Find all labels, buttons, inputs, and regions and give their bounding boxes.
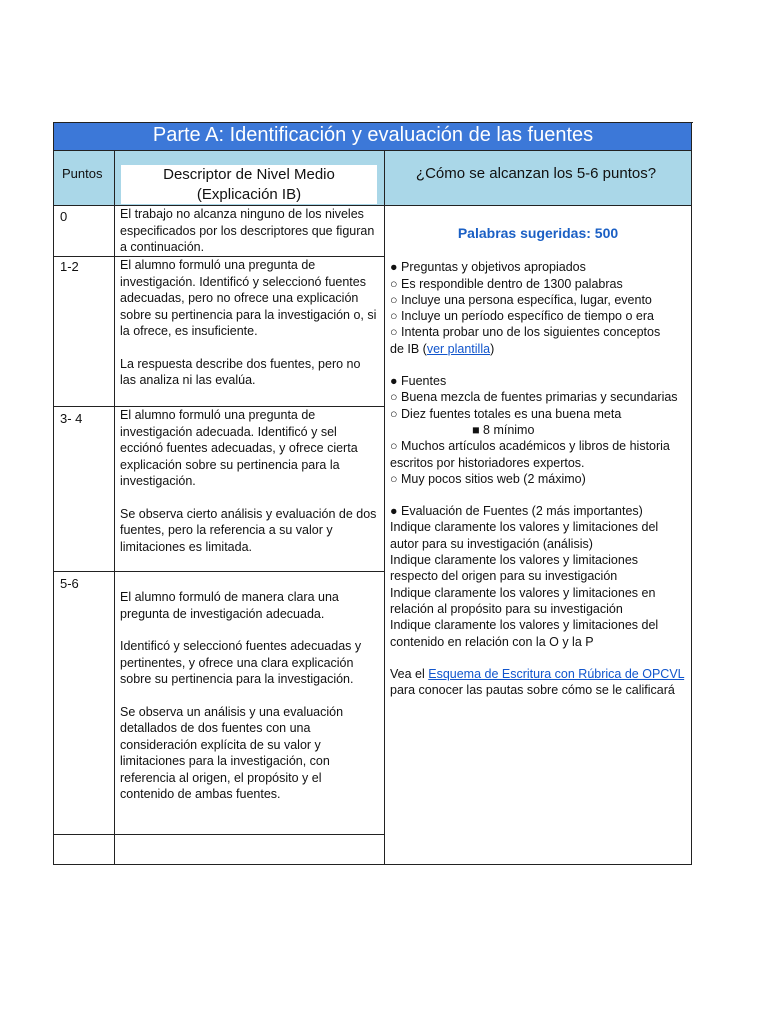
bullet-item: ○ Diez fuentes totales es una buena meta [390,406,622,421]
bullet-item [390,341,686,357]
row-line-4 [53,834,385,835]
column-line-2 [384,150,385,865]
column-line-1 [114,150,115,865]
rubric-note-text: para conocer las pautas sobre cómo se le calificará [390,683,675,698]
bullet-text: de IB ( [390,341,427,356]
row-line-3 [53,571,385,572]
bullet-item: ○ Intenta probar uno de los siguientes conceptos [390,325,661,340]
row-descriptor [120,589,378,819]
bullet-item: ● Fuentes [390,374,447,389]
rubric-note [390,666,686,699]
table-border-bottom [53,864,692,865]
descriptor-paragraph: Identificó y seleccionó fuentes adecuadas y pertinentes, y ofrece una clara explicación sobre su pertinencia para la investigación. [120,639,362,686]
descriptor-paragraph: El alumno formuló una pregunta de investigación. Identificó y seleccionó fuentes adecuadas, pero no ofrece una explicación sobre su pertinencia para la investigación o, si la ofrece, es insuficiente. [120,258,377,338]
descriptor-paragraph: El trabajo no alcanza ninguno de los niveles especificados por los descriptores que figuran a continuación. [120,207,375,254]
template-link[interactable]: ver plantilla [426,341,491,356]
bullet-item: ● Evaluación de Fuentes (2 más importantes) [390,504,643,519]
header-puntos: Puntos [62,166,103,181]
table-border-right [691,122,692,865]
bullet-item: ○ Muy pocos sitios web (2 máximo) [390,471,586,486]
descriptor-paragraph: Se observa cierto análisis y evaluación de dos fuentes, pero la referencia a su valor y limitaciones es limitada. [120,506,377,554]
sub-bullet-item: ■ 8 mínimo [472,422,535,437]
row-descriptor [120,407,378,571]
bullet-item: ○ Es respondible dentro de 1300 palabras [390,276,623,291]
descriptor-paragraph: Se observa un análisis y una evaluación detallados de dos fuentes con una consideración explícita de su valor y limitaciones para la investigación, con referencia al origen, el propósito y el contenido de ambas fuentes. [120,704,344,801]
row-points: 1-2 [60,259,79,274]
bullet-item: Indique claramente los valores y limitaciones del autor para su investigación (análisis) [390,520,659,551]
descriptor-paragraph: La respuesta describe dos fuentes, pero no las analiza ni las evalúa. [120,356,361,387]
header-descriptor-line2: (Explicación IB) [196,186,302,203]
bullet-item: Indique claramente los valores y limitaciones en relación al propósito para su investigación [390,585,656,616]
row-descriptor [120,257,378,405]
bullet-item: ○ Incluye una persona específica, lugar, evento [390,292,652,307]
descriptor-paragraph: El alumno formuló una pregunta de investigación adecuada. Identificó y sel ecciónó fuentes adecuadas, y ofrece cierta explicación sobre su pertinencia para la investigación. [120,408,358,488]
header-descriptor [121,165,377,204]
row-points: 5-6 [60,576,79,591]
bullet-item: Indique claramente los valores y limitaciones respecto del origen para su investigación [390,553,639,584]
table-border-left [53,122,54,865]
how-to-achieve-column [390,225,686,698]
rubric-link[interactable]: Esquema de Escritura con Rúbrica de OPCVL [428,666,685,681]
row-points: 0 [60,209,68,224]
bullet-item: Indique claramente los valores y limitaciones del contenido en relación con la O y la P [390,618,659,649]
rubric-note-text: Vea el [390,666,429,681]
title-bottom-line [53,150,692,151]
table-border-top [53,122,693,123]
row-points: 3- 4 [60,411,83,426]
page-title: Parte A: Identificación y evaluación de las fuentes [54,123,692,150]
bullet-item: ○ Muchos artículos académicos y libros de historia escritos por historiadores expertos. [390,439,670,470]
header-descriptor-line1: Descriptor de Nivel Medio [163,166,335,183]
bullet-item: ○ Buena mezcla de fuentes primarias y secundarias [390,390,678,405]
header-como: ¿Cómo se alcanzan los 5-6 puntos? [415,165,657,182]
descriptor-paragraph: El alumno formuló de manera clara una pregunta de investigación adecuada. [120,590,339,621]
suggested-words: Palabras sugeridas: 500 [457,225,619,241]
bullet-item: ○ Incluye un período específico de tiempo o era [390,309,654,324]
bullet-text: ) [490,341,495,356]
bullet-item: ● Preguntas y objetivos apropiados [390,260,586,275]
